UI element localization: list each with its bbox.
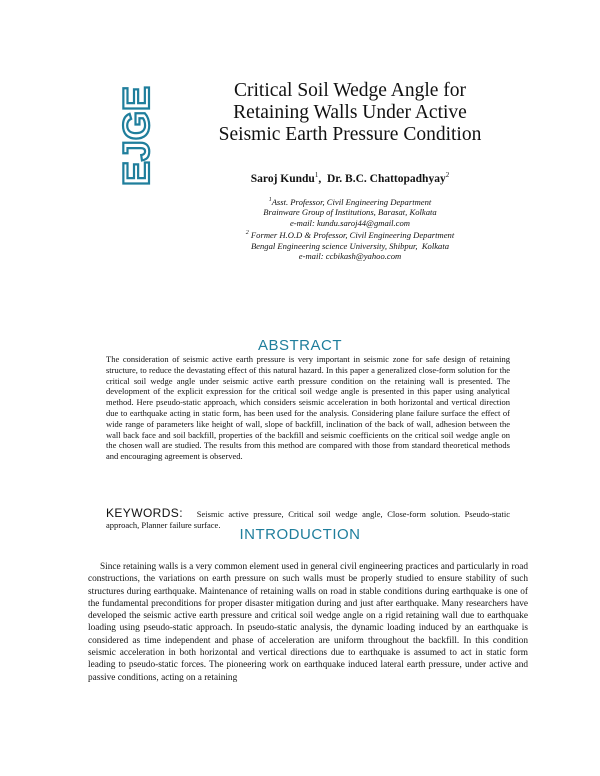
affiliation-line: Brainware Group of Institutions, Barasat, Kolkata — [263, 207, 437, 218]
affiliation-1-sup: 1 — [268, 197, 272, 203]
affiliation-line: Bengal Engineering science University, Shibpur, Kolkata — [250, 240, 450, 251]
author-1-name: Saroj Kundu — [250, 172, 315, 185]
affiliations — [180, 195, 520, 262]
author-separator: , — [318, 172, 327, 185]
journal-logo-text: EJGE — [116, 87, 157, 186]
affiliation-2-role: Former H.O.D & Professor, Civil Engineering Department — [248, 230, 455, 241]
affiliation-line — [180, 228, 520, 240]
author-2-name: Dr. B.C. Chattopadhyay — [326, 172, 446, 185]
abstract-heading: ABSTRACT — [257, 337, 342, 354]
journal-logo — [113, 86, 157, 188]
affiliation-email: e-mail: ccbikash@yahoo.com — [298, 251, 402, 262]
abstract-body: The consideration of seismic active earth pressure is very important in seismic zone for safe design of retaining structure, to reduce the devastating effect of this natural hazard. In this paper a generalized close-form solution for the critical soil wedge angle under seismic active earth pressure condition on the retaining wall is presented. The development of the explicit expression for the critical soil wedge angle is presented in this paper using analytical method. Here pseudo-static approach, which considers seismic acceleration in both horizontal and vertical direction due to earthquake acting in static form, has been used for the analysis. Considering plane failure surface the effect of wide range of parameters like height of wall, slope of backfill, inclination of the back of wall, adhesion between the wall back face and soil backfill, properties of the backfill and seismic coefficients on the critical soil wedge angle on the chosen wall are studied. The results from this method are compared with those from standard theoretical methods and encouraging agreement is observed. — [106, 354, 510, 462]
author-list — [180, 171, 520, 185]
author-1-sup: 1 — [314, 171, 319, 179]
introduction-body: Since retaining walls is a very common element used in general civil engineering practices and particularly in road constructions, the variations on earth pressure on such walls must be properly studied to ensure stability of such structures during earthquake. Maintenance of retaining walls on road in stable conditions during earthquake is one of the fundamental preconditions for proper disaster mitigation during and just after earthquake. Many researchers have developed the seismic active earth pressure and critical soil wedge angle on a rigid retaining wall due to earthquake loading using pseudo-static approach. In pseudo-static analysis, the dynamic loading induced by an earthquake is considered as time independent and phase of acceleration are uniform throughout the backfill. In this condition seismic acceleration in both horizontal and vertical directions due to earthquake is assumed to act in static form leading to pseudo-static forces. The pioneering work on earthquake induced lateral earth pressure, under active and passive conditions, acting on a retaining — [88, 562, 528, 683]
paper-title — [180, 80, 520, 146]
affiliation-line — [180, 195, 520, 207]
keywords-text: Seismic active pressure, Critical soil wedge angle, Close-form solution. Pseudo-static approach, Planner failure surface. — [106, 509, 511, 530]
affiliation-2-sup: 2 — [245, 230, 249, 237]
affiliation-email: e-mail: kundu.saroj44@gmail.com — [289, 217, 410, 228]
title-line-3: Seismic Earth Pressure Condition — [218, 124, 482, 145]
affiliation-1-role: Asst. Professor, Civil Engineering Department — [271, 196, 432, 207]
title-line-2: Retaining Walls Under Active — [233, 102, 467, 123]
introduction-heading: INTRODUCTION — [239, 526, 361, 543]
keywords-label: KEYWORDS: — [106, 506, 183, 520]
title-line-1: Critical Soil Wedge Angle for — [233, 80, 467, 101]
author-2-sup: 2 — [445, 171, 450, 179]
